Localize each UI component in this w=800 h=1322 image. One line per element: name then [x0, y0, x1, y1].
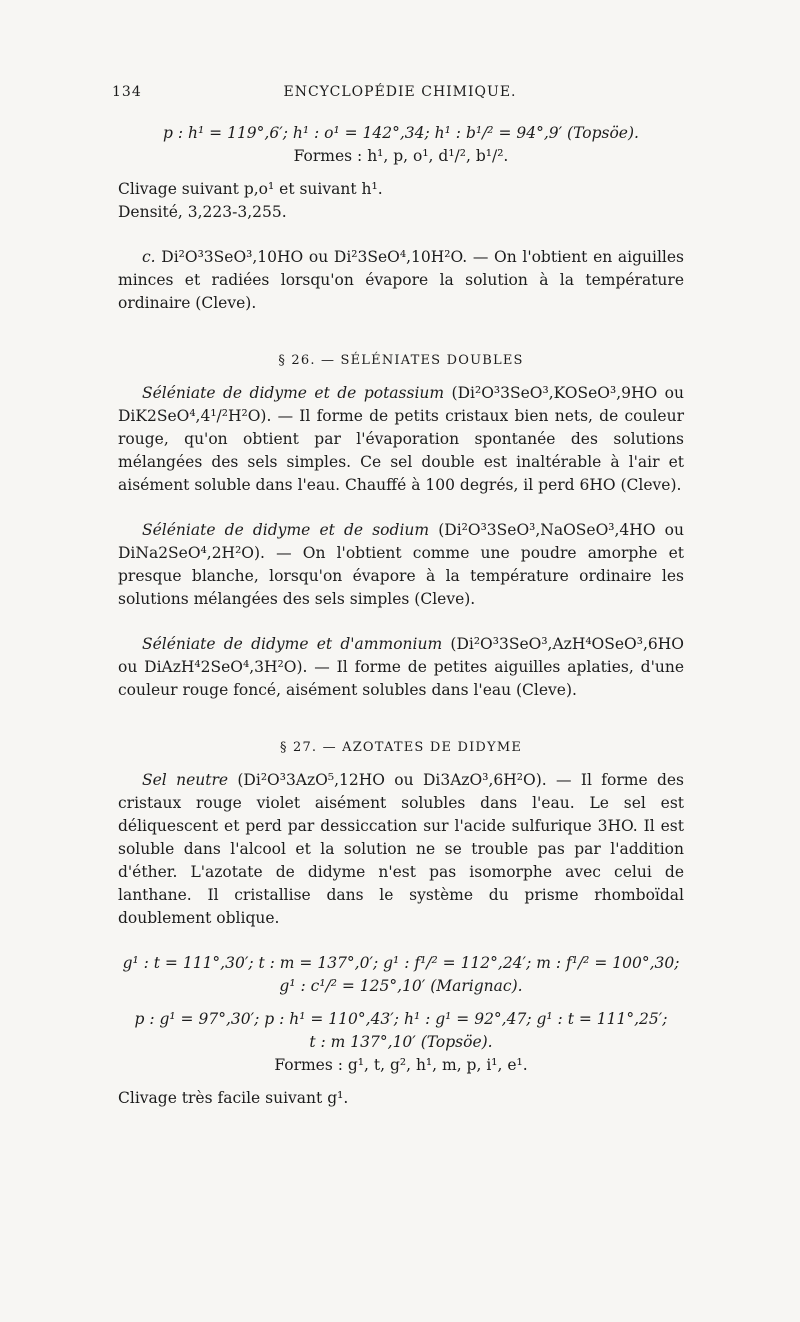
- angle-line: p : g¹ = 97°,30′; p : h¹ = 110°,43′; h¹ : g¹ = 92°,47; g¹ : t = 111°,25′;: [134, 1010, 668, 1028]
- forms-line: Formes : g¹, t, g², h¹, m, p, i¹, e¹.: [274, 1056, 528, 1074]
- crystal-angles-topsoe: [118, 122, 684, 168]
- neutral-salt-title: Sel neutre: [142, 771, 229, 789]
- forms-line: Formes : h¹, p, o¹, d¹/², b¹/².: [293, 147, 509, 165]
- final-cleavage: [118, 1087, 684, 1110]
- paragraph-c: [118, 246, 684, 315]
- page-body: [118, 122, 684, 1110]
- ammonium-text: (Di²O³3SeO³,AzH⁴OSeO³,6HO ou DiAzH⁴2SeO⁴,3H²O). — Il forme de petites aiguilles aplaties, d'une couleur rouge foncé, aisément solubles dans l'eau (Cleve).: [118, 635, 684, 699]
- running-title: ENCYCLOPÉDIE CHIMIQUE.: [283, 84, 517, 100]
- angle-line: g¹ : c¹/² = 125°,10′ (Marignac).: [279, 977, 523, 995]
- paragraph-ammonium: [118, 633, 684, 702]
- paragraph-c-text: Di²O³3SeO³,10HO ou Di²3SeO⁴,10H²O. — On l'obtient en aiguilles minces et radiées lorsqu'on évapore la solution à la température ordinaire (Cleve).: [118, 248, 684, 312]
- page-number: 134: [112, 84, 142, 100]
- density-line: Densité, 3,223-3,255.: [118, 203, 287, 221]
- paragraph-sodium: [118, 519, 684, 611]
- section-27-heading: § 27. — AZOTATES DE DIDYME: [279, 740, 523, 755]
- cleavage-line: Clivage suivant p,o¹ et suivant h¹.: [118, 180, 383, 198]
- page-header: [0, 84, 800, 108]
- sodium-text: (Di²O³3SeO³,NaOSeO³,4HO ou DiNa2SeO⁴,2H²O). — On l'obtient comme une poudre amorphe et presque blanche, lorsqu'on évapore à la température ordinaire les solutions mélangées des sels simples (Cleve).: [118, 521, 684, 608]
- crystal-angles-topsoe-2: [118, 1008, 684, 1077]
- paragraph-c-label: c.: [142, 248, 156, 266]
- neutral-salt-text: (Di²O³3AzO⁵,12HO ou Di3AzO³,6H²O). — Il forme des cristaux rouge violet aisément solubles dans l'eau. Le sel est déliquescent et perd par dessiccation sur l'acide sulfurique 3HO. Il est soluble dans l'alcool et la solution ne se trouble pas par l'addition d'éther. L'azotate de didyme n'est pas isomorphe avec celui de lanthane. Il cristallise dans le système du prisme rhomboïdal doublement oblique.: [118, 771, 685, 927]
- angle-line: p : h¹ = 119°,6′; h¹ : o¹ = 142°,34; h¹ : b¹/² = 94°,9′ (Topsöe).: [163, 124, 639, 142]
- cleavage-density: [118, 178, 684, 224]
- angle-line: g¹ : t = 111°,30′; t : m = 137°,0′; g¹ : f¹/² = 112°,24′; m : f¹/² = 100°,30;: [122, 954, 680, 972]
- cleavage-line: Clivage très facile suivant g¹.: [118, 1089, 349, 1107]
- ammonium-title: Séléniate de didyme et d'ammonium: [142, 635, 443, 653]
- sodium-title: Séléniate de didyme et de sodium: [142, 521, 430, 539]
- paragraph-potassium: [118, 382, 684, 497]
- potassium-text: (Di²O³3SeO³,KOSeO³,9HO ou DiK2SeO⁴,4¹/²H²O). — Il forme de petits cristaux bien nets, de couleur rouge, qu'on obtient par l'évaporation spontanée des solutions mélangées des sels simples. Ce sel double est inaltérable à l'air et aisément soluble dans l'eau. Chauffé à 100 degrés, il perd 6HO (Cleve).: [118, 384, 684, 494]
- paragraph-neutral-salt: [118, 769, 684, 930]
- potassium-title: Séléniate de didyme et de potassium: [142, 384, 445, 402]
- section-26-heading: § 26. — SÉLÉNIATES DOUBLES: [278, 353, 524, 368]
- angle-line: t : m 137°,10′ (Topsöe).: [309, 1033, 493, 1051]
- crystal-angles-marignac: [118, 952, 684, 998]
